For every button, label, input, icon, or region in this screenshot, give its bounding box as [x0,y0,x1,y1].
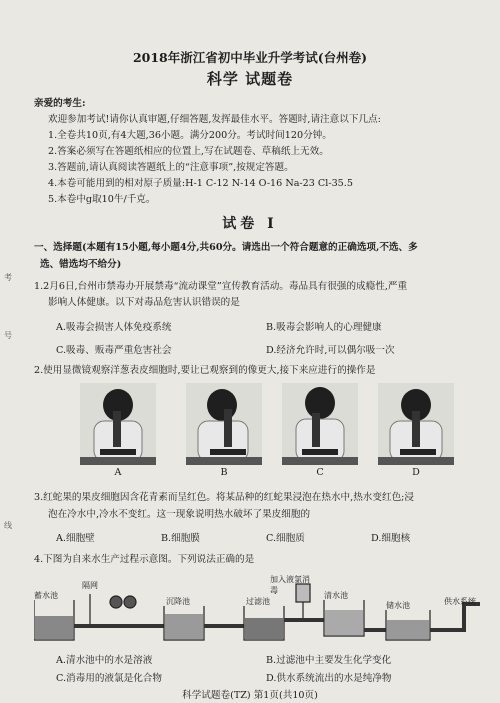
exam-title: 2018年浙江省初中毕业升学考试(台州卷) [132,50,368,65]
photo-microscope-b [186,383,262,465]
diagram-label-storage: 储水池 [386,601,410,610]
option-a: A.清水池中的水是溶液 [56,655,153,666]
option-b: B.细胞膜 [161,533,200,544]
question-stem: 泡在冷水中,冷水不变红。这一现象说明热水破坏了果皮细胞的 [48,509,311,520]
photo-label-b: B [220,467,228,478]
question-stem: 4.下图为自来水生产过程示意图。下列说法正确的是 [34,554,255,565]
notice-item: 4.本卷可能用到的相对原子质量:H-1 C-12 N-14 O-16 Na-23 Cl-35.5 [48,178,353,189]
diagram-label-settling: 沉降池 [166,597,190,606]
question-stem: 2.使用显微镜观察洋葱表皮细胞时,要让已观察到的像更大,接下来应进行的操作是 [34,365,376,376]
diagram-label-chlorine: 加入液氯消毒 [270,575,310,595]
question-stem: 1.2月6日,台州市禁毒办开展禁毒“流动课堂”宣传教育活动。毒品具有很强的成瘾性,严重 [34,281,408,292]
option-b: B.过滤池中主要发生化学变化 [266,655,392,666]
photo-microscope-a [80,383,156,465]
diagram-label-filter: 过滤池 [246,597,270,606]
diagram-label-clear: 清水池 [324,591,348,600]
diagram-label-supply: 供水系统 [444,597,476,606]
diagram-label-reservoir: 蓄水池 [34,591,58,600]
page-footer: 科学试题卷(TZ) 第1页(共10页) [182,690,318,701]
option-d: D.经济允许时,可以偶尔吸一次 [266,345,395,356]
option-d: D.供水系统流出的水是纯净物 [266,673,392,684]
photo-microscope-c [282,383,358,465]
exam-subtitle: 科学 试题卷 [206,70,294,88]
section-title: 试卷 I [222,216,278,232]
photo-label-c: C [316,467,324,478]
section-instruction: 选、错选均不给分) [40,259,122,270]
question-stem: 3.红蛇果的果皮细胞因含花青素而呈红色。将某品种的红蛇果浸泡在热水中,热水变红色;浸 [34,492,414,503]
photo-microscope-d [378,383,454,465]
option-c: C.消毒用的液氯是化合物 [56,673,162,684]
edge-mark: 线 [4,521,12,530]
option-d: D.细胞核 [371,533,411,544]
edge-mark: 考 [4,273,12,282]
notice-item: 3.答题前,请认真阅读答题纸上的“注意事项”,按规定答题。 [48,162,294,173]
option-c: C.吸毒、贩毒严重危害社会 [56,345,172,356]
option-c: C.细胞质 [266,533,305,544]
question-stem: 影响人体健康。以下对毒品危害认识错误的是 [48,297,240,308]
option-a: A.细胞壁 [56,533,95,544]
section-instruction: 一、选择题(本题有15小题,每小题4分,共60分。请选出一个符合题意的正确选项,不选、多 [34,242,418,253]
option-b: B.吸毒会影响人的心理健康 [266,322,382,333]
photo-label-d: D [412,467,420,478]
notice-item: 5.本卷中g取10牛/千克。 [48,194,156,205]
notice-intro: 欢迎参加考试!请你认真审题,仔细答题,发挥最佳水平。答题时,请注意以下几点: [48,114,381,125]
photo-label-a: A [114,467,122,478]
diagram-label-screen: 隔网 [82,581,98,590]
option-a: A.吸毒会损害人体免疫系统 [56,322,172,333]
notice-item: 1.全卷共10页,有4大题,36小题。满分200分。考试时间120分钟。 [48,130,332,141]
edge-mark: 号 [4,331,12,340]
water-treatment-diagram [34,570,480,646]
notice-item: 2.答案必须写在答题纸相应的位置上,写在试题卷、草稿纸上无效。 [48,146,329,157]
notice-heading: 亲爱的考生: [34,98,86,109]
